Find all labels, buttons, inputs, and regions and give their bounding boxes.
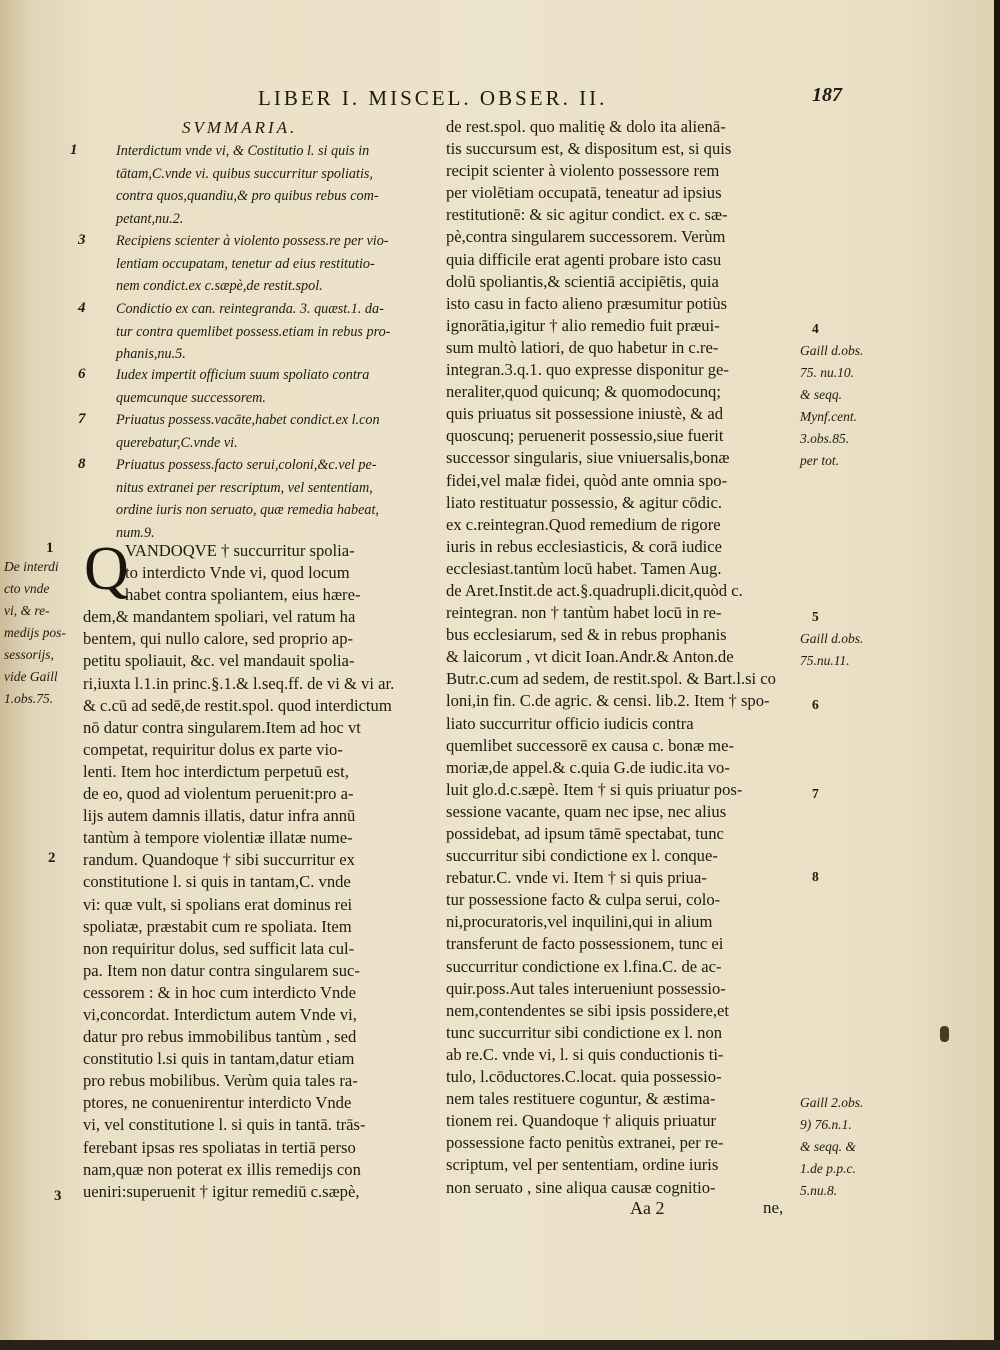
right-margin-note: per tot. [800, 453, 839, 468]
right-margin-note: 6 [812, 697, 819, 712]
summary-line: Interdictum vnde vi, & Costitutio l. si quis in [116, 143, 370, 159]
text-line: liato succurritur officio iudicis contra [446, 713, 694, 733]
summary-line: ordine iuris non seruato, quæ remedia habeat, [116, 502, 379, 518]
text-line: nō datur contra singularem.Item ad hoc vt [83, 717, 361, 737]
text-line: integran.3.q.1. quo expresse disponitur ge- [446, 360, 729, 380]
summary-line: petant,nu.2. [116, 210, 184, 227]
text-line: de rest.spol. quo malitię & dolo ita alienā- [446, 117, 726, 136]
text-line: VANDOQVE † succurritur spolia- [125, 541, 355, 560]
right-margin-note: Gaill d.obs. [800, 631, 864, 646]
right-margin-note: 1.de p.p.c. [800, 1161, 856, 1176]
text-line: tulo, l.cōductores.C.locat. quia possessio- [446, 1067, 722, 1087]
summary-item-number: 8 [78, 456, 86, 472]
text-line: ptores, ne conuenirentur interdicto Vnde [83, 1093, 352, 1113]
text-line: vi, vel constitutione l. si quis in tantā. trās- [83, 1115, 366, 1135]
text-line: de eo, quod ad violentum peruenit:pro a- [83, 784, 354, 804]
text-line: lenti. Item hoc interdictum perpetuū est, [83, 761, 349, 781]
text-line: & c.cū ad sedē,de restit.spol. quod interdictum [83, 695, 392, 715]
text-line: ri,iuxta l.1.in princ.§.1.& l.seq.ff. de vi & vi ar. [83, 673, 395, 693]
summary-line: nem condict.ex c.sæpè,de restit.spol. [116, 278, 323, 294]
text-line: isto casu in facto alieno præsumitur potiùs [446, 293, 728, 313]
text-line: habet contra spoliantem, eius hære- [125, 585, 361, 605]
right-margin-note: Gaill d.obs. [800, 343, 864, 358]
text-line: transferunt de facto possessionem, tunc ei [446, 934, 724, 954]
summary-item-number: 6 [78, 366, 86, 382]
summary-line: quemcunque successorem. [116, 389, 266, 406]
right-margin-note: 75. nu.10. [800, 365, 854, 380]
margin-note-line: sessorijs, [4, 647, 54, 662]
text-line: cessorem : & in hoc cum interdicto Vnde [83, 982, 356, 1002]
margin-number-1: 1 [46, 540, 54, 556]
summary-item-number: 1 [70, 142, 78, 158]
summary-line: Priuatus possess.facto serui,coloni,&c.vel pe- [116, 457, 377, 473]
text-line: ni,procuratoris,vel inquilini,qui in alium [446, 912, 713, 932]
text-line: rebatur.C. vnde vi. Item † si quis priua- [446, 868, 707, 888]
right-margin-note: & seqq. & [800, 1139, 856, 1154]
text-line: sessione vacante, quam nec ipse, nec alius [446, 801, 727, 821]
text-line: non requiritur dolus, sed sufficit lata cul- [83, 938, 355, 958]
text-line: per violētiam occupatā, teneatur ad ipsius [446, 183, 722, 203]
text-line: recipit scienter à violento possessore rem [446, 161, 720, 181]
right-text-column [446, 116, 804, 1199]
summary-line: contra quos,quandiu,& pro quibus rebus com- [116, 188, 379, 204]
text-line: petitu spoliauit, &c. vel mandauit spolia- [83, 651, 355, 671]
right-margin-note: 9) 76.n.1. [800, 1117, 852, 1132]
text-line: bentem, qui nullo calore, sed proprio ap- [83, 629, 354, 649]
text-line: ex c.reintegran.Quod remedium de rigore [446, 514, 721, 534]
folio-number: 187 [812, 84, 842, 106]
right-margin-note: 75.nu.11. [800, 653, 850, 668]
text-line: vi: quæ vult, si spolians erat dominus rei [83, 894, 353, 914]
right-margin-note: & seqq. [800, 387, 842, 402]
text-line: spoliatæ, præstabit cum re spoliata. Item [83, 916, 352, 936]
text-line: datur pro rebus immobilibus tantùm , sed [83, 1027, 357, 1047]
summary-item-text [116, 140, 428, 230]
summary-line: Priuatus possess.vacāte,habet condict.ex l.con [116, 412, 380, 428]
summary-item-text [116, 298, 428, 366]
text-line: possessione facto penitùs extranei, per re- [446, 1133, 724, 1153]
text-line: scriptum, vel per sententiam, ordine iuris [446, 1155, 719, 1175]
catchword: ne, [763, 1198, 784, 1217]
text-line: ab re.C. vnde vi, l. si quis conductionis ti- [446, 1044, 724, 1064]
summary-item-number: 3 [78, 232, 86, 248]
summary-item-text [116, 409, 428, 454]
margin-note-line: vide Gaill [4, 669, 58, 684]
right-margin-note: Mynf.cent. [800, 409, 857, 424]
text-line: succurritur sibi condictione ex l. conque- [446, 846, 718, 866]
text-line: quis priuatus sit possessione iniustè, & ad [446, 404, 724, 424]
text-line: lijs autem damnis illatis, datur infra annū [83, 806, 356, 826]
running-header: LIBER I. MISCEL. OBSER. II. [258, 86, 608, 110]
text-line: quoscunq; peruenerit possessio,siue fuerit [446, 426, 724, 446]
ink-blot [940, 1026, 949, 1042]
text-line: nem,contendentes se sibi ipsis possidere,et [446, 1000, 729, 1020]
summary-line: nitus extranei per rescriptum, vel sententiam, [116, 479, 373, 496]
margin-note-line: 1.obs.75. [4, 691, 54, 706]
right-margin-note: 3.obs.85. [800, 431, 850, 446]
text-line: vi,concordat. Interdictum autem Vnde vi, [83, 1004, 357, 1024]
text-line: tionem rei. Quandoque † aliquis priuatur [446, 1111, 717, 1131]
text-line: bus ecclesiarum, sed & in rebus prophanis [446, 625, 727, 645]
left-margin-note [4, 556, 66, 710]
text-line: nem tales restituere coguntur, & æstima- [446, 1089, 716, 1109]
text-line: possidebat, ad ipsum tāmē spectabat, tunc [446, 824, 724, 843]
drop-capital: Q [84, 535, 129, 603]
summary-line: num.9. [116, 524, 155, 541]
margin-number-2: 2 [48, 850, 56, 866]
text-line: to interdicto Vnde vi, quod locum [125, 563, 350, 583]
text-line: quia difficile erat agenti probare isto casu [446, 249, 722, 269]
summary-line: Iudex impertit officium suum spoliato contra [116, 367, 370, 383]
text-line: loni,in fin. C.de agric. & censi. lib.2. Item † spo- [446, 691, 770, 711]
page-bottom-shadow [0, 1340, 1000, 1350]
right-margin-note: Gaill 2.obs. [800, 1095, 864, 1110]
margin-note-line: vi, & re- [4, 603, 50, 618]
text-line: reintegran. non † tantùm habet locū in re- [446, 603, 722, 623]
text-line: quemlibet successorē ex causa c. bonæ me- [446, 735, 734, 755]
text-line: ueniri:superuenit † igitur remediū c.sæpè, [83, 1181, 360, 1201]
summary-line: querebatur,C.vnde vi. [116, 434, 238, 451]
right-margin-note: 8 [812, 869, 819, 884]
text-line: tantùm à tempore violentiæ illatæ nume- [83, 828, 353, 848]
text-line: dem,& mandantem spoliari, vel ratum ha [83, 607, 356, 627]
text-line: constitutio l.si quis in tantam,datur etiam [83, 1049, 355, 1069]
text-line: restitutionē: & sic agitur condict. ex c. sæ- [446, 205, 728, 225]
text-line: non seruato , sine aliqua causæ cognitio- [446, 1177, 716, 1197]
text-line: pro rebus mobilibus. Verùm quia tales ra- [83, 1071, 358, 1091]
summary-line: lentiam occupatam, tenetur ad eius restitutio- [116, 255, 375, 272]
right-margin-note: 4 [812, 321, 819, 336]
text-line: ecclesiast.tantùm locū habet. Tamen Aug. [446, 558, 722, 578]
text-line: sum multò latiori, de quo habetur in c.re- [446, 337, 719, 357]
text-line: moriæ,de appel.& c.quia G.de iudic.ita vo- [446, 757, 730, 777]
text-line: succurritur condictione ex l.fina.C. de ac- [446, 956, 722, 976]
text-line: iuris in rebus ecclesiasticis, & corā iudice [446, 536, 723, 556]
summary-line: tur contra quemlibet possess.etiam in rebus pro- [116, 323, 391, 340]
right-margin-note: 5.nu.8. [800, 1183, 838, 1198]
page-edge-shadow [994, 0, 1000, 1350]
summary-item-text [116, 454, 428, 544]
margin-note-line: medijs pos- [4, 625, 66, 640]
text-line: liato restituatur possessio, & agitur cōdic. [446, 492, 723, 512]
right-margin-note: 7 [812, 786, 819, 801]
summary-item-number: 4 [78, 300, 86, 316]
summary-item-number: 7 [78, 411, 86, 427]
summary-line: Condictio ex can. reintegranda. 3. quæst.1. da- [116, 301, 384, 317]
text-line: & laicorum , vt dicit Ioan.Andr.& Anton.de [446, 647, 734, 667]
left-text-column [83, 535, 433, 1203]
right-margin-note: 5 [812, 609, 819, 624]
summary-line: phanis,nu.5. [116, 346, 186, 362]
text-line: pè,contra singularem successorem. Verùm [446, 227, 726, 247]
text-line: tis succursum est, & dispositum est, si quis [446, 139, 732, 159]
text-line: pa. Item non datur contra singularem suc- [83, 960, 360, 980]
summary-item-text [116, 364, 428, 409]
text-line: successor singularis, siue vniuersalis,bonæ [446, 448, 730, 468]
text-line: tur possessione facto & culpa serui, colo- [446, 890, 721, 910]
summary-title: SVMMARIA. [182, 118, 298, 137]
summary-item-text [116, 230, 428, 298]
summary-line: Recipiens scienter à violento possess.re per vio- [116, 233, 389, 249]
margin-number-3: 3 [54, 1188, 62, 1204]
signature-mark: Aa 2 [630, 1198, 665, 1218]
text-line: de Aret.Instit.de act.§.quadrupli.dicit,quòd c. [446, 580, 743, 600]
text-line: competat, requiritur dolus ex parte vio- [83, 739, 343, 759]
text-line: fidei,vel malæ fidei, quòd ante omnia spo- [446, 470, 728, 490]
text-line: Butr.c.cum ad sedem, de restit.spol. & Bart.l.si co [446, 669, 776, 689]
text-line: neraliter,quod quicunq; & quomodocunq; [446, 382, 721, 402]
text-line: nam,quæ non poterat ex illis remedijs con [83, 1159, 361, 1179]
text-line: luit glo.d.c.sæpè. Item † si quis priuatur pos- [446, 779, 743, 799]
text-line: tunc succurritur sibi condictione ex l. non [446, 1022, 723, 1042]
text-line: randum. Quandoque † sibi succurritur ex [83, 850, 355, 870]
text-line: constitutione l. si quis in tantam,C. vnde [83, 872, 351, 892]
text-line: ferebant ipsas res spoliatas in tertiā perso [83, 1137, 356, 1157]
summary-line: tātam,C.vnde vi. quibus succurritur spoliatis, [116, 165, 373, 182]
text-line: ignorātia,igitur † alio remedio fuit præui- [446, 315, 720, 335]
margin-note-line: cto vnde [4, 581, 50, 596]
text-line: dolū spoliantis,& scientiā accipiētis, quia [446, 271, 719, 291]
text-line: quir.poss.Aut tales interueniunt possessio- [446, 978, 726, 998]
margin-note-line: De interdi [4, 559, 59, 574]
